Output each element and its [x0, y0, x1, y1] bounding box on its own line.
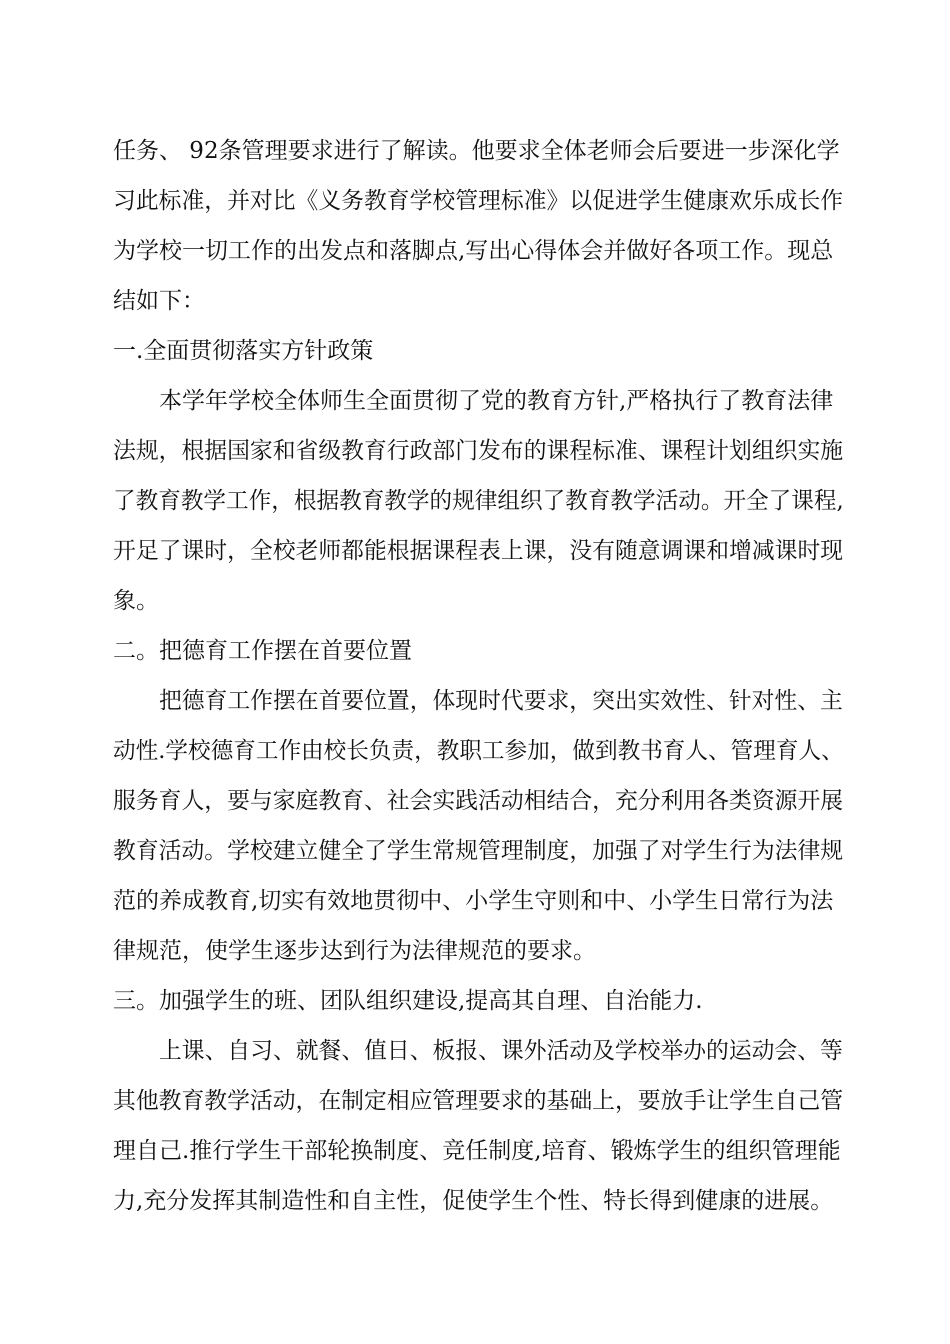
text-line: 习此标准，并对比《义务教育学校管理标准》以促进学生健康欢乐成长作 [113, 188, 844, 214]
text-line: 任务、 92条管理要求进行了解读。他要求全体老师会后要进一步深化学 [113, 138, 840, 164]
text-line: 教育活动。学校建立健全了学生常规管理制度，加强了对学生行为法律规 [113, 838, 844, 864]
text-line: 法规，根据国家和省级教育行政部门发布的课程标准、课程计划组织实施 [113, 438, 844, 464]
text-line: 其他教育教学活动，在制定相应管理要求的基础上，要放手让学生自己管 [113, 1088, 844, 1114]
text-line: 为学校一切工作的出发点和落脚点,写出心得体会并做好各项工作。现总 [113, 238, 834, 264]
text-line: 服务育人，要与家庭教育、社会实践活动相结合，充分利用各类资源开展 [113, 788, 844, 814]
text-line: 理自己.推行学生干部轮换制度、竞任制度,培育、锻炼学生的组织管理能 [113, 1138, 841, 1164]
text-line: 力,充分发挥其制造性和自主性，促使学生个性、特长得到健康的进展。 [113, 1188, 834, 1214]
paragraph-first-line: 上课、自习、就餐、值日、板报、课外活动及学校举办的运动会、等 [159, 1038, 843, 1064]
text-line: 范的养成教育,切实有效地贯彻中、小学生守则和中、小学生日常行为法 [113, 888, 834, 914]
section-heading: 三。加强学生的班、团队组织建设,提高其自理、自治能力. [113, 988, 703, 1014]
paragraph-first-line: 把德育工作摆在首要位置，体现时代要求，突出实效性、针对性、主 [159, 688, 843, 714]
text-line: 开足了课时，全校老师都能根据课程表上课，没有随意调课和增减课时现 [113, 538, 844, 564]
text-line: 了教育教学工作，根据教育教学的规律组织了教育教学活动。开全了课程, [113, 488, 844, 514]
text-line: 结如下： [113, 288, 205, 314]
section-heading: 二。把德育工作摆在首要位置 [113, 638, 412, 664]
text-line: 律规范，使学生逐步达到行为法律规范的要求。 [113, 938, 596, 964]
text-line: 动性.学校德育工作由校长负责，教职工参加，做到教书育人、管理育人、 [113, 738, 844, 764]
text-line: 象。 [113, 588, 159, 614]
paragraph-first-line: 本学年学校全体师生全面贯彻了党的教育方针,严格执行了教育法律 [159, 388, 834, 414]
section-heading: 一.全面贯彻落实方针政策 [113, 338, 374, 364]
